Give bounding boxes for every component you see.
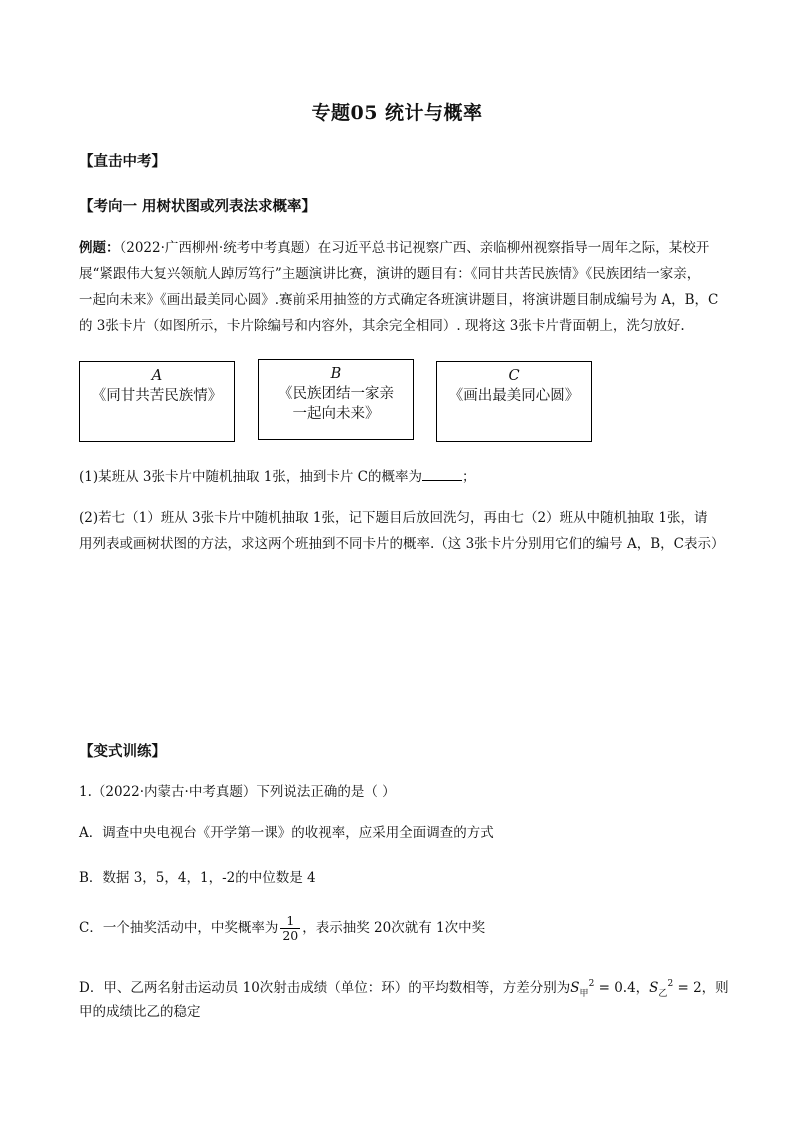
card-c-title: 《画出最美同心圆》 — [448, 388, 580, 404]
example-line-4: 的 3张卡片（如图所示，卡片除编号和内容外，其余完全相同）. 现将这 3张卡片背面朝上，洗匀放好. — [79, 318, 685, 334]
card-c-letter: C — [508, 368, 520, 384]
section-heading-exam: 【直击中考】 — [79, 153, 166, 170]
option-c-text: C．一个抽奖活动中，中奖概率为 — [79, 920, 279, 936]
example-line-2: 展“紧跟伟大复兴领航人踔厉笃行”主题演讲比赛，演讲的题目有：《同甘共苦民族情》《民族团结一家亲， — [79, 266, 701, 282]
variance-value-jia: = 0.4， — [594, 980, 650, 996]
question-1-end: ； — [462, 469, 476, 485]
question-2-line-1: (2)若七（1）班从 3张卡片中随机抽取 1张，记下题目后放回洗匀，再由七（2）班从中随机抽取 1张，请 — [79, 510, 708, 526]
example-line-1 — [79, 236, 709, 261]
variance-sup-jia: 2 — [588, 979, 595, 989]
question-1 — [79, 465, 476, 490]
question-1-text: (1)某班从 3张卡片中随机抽取 1张，抽到卡片 C的概率为 — [79, 469, 423, 485]
card-a — [79, 361, 235, 442]
card-b-title-line2: 一起向未来》 — [292, 406, 380, 422]
example-line-3: 一起向未来》《画出最美同心圆》.赛前采用抽签的方式确定各班演讲题目，将演讲题目制成编号为 A，B，C — [79, 292, 719, 308]
option-a: A．调查中央电视台《开学第一课》的收视率，应采用全面调查的方式 — [79, 825, 494, 841]
variance-symbol-jia: S — [570, 980, 580, 996]
fraction-denominator: 20 — [282, 928, 299, 943]
option-d-line-2: 甲的成绩比乙的稳定 — [79, 1004, 201, 1020]
card-b-letter: B — [330, 366, 342, 382]
fraction-numerator: 1 — [280, 914, 300, 929]
card-a-letter: A — [151, 368, 163, 384]
page-title: 专题05 统计与概率 — [311, 102, 483, 124]
exercise-1-stem: 1.（2022·内蒙古·中考真题）下列说法正确的是（ ） — [79, 784, 396, 800]
option-b: B．数据 3，5，4，1，-2的中位数是 4 — [79, 870, 316, 886]
answer-blank[interactable] — [422, 466, 462, 481]
section-heading-topic: 【考向一 用树状图或列表法求概率】 — [79, 198, 317, 215]
question-2-line-2: 用列表或画树状图的方法，求这两个班抽到不同卡片的概率.（这 3张卡片分别用它们的编号 A，B，C表示） — [79, 536, 725, 552]
option-c — [79, 914, 485, 943]
card-a-title: 《同甘共苦民族情》 — [91, 388, 223, 404]
card-b — [258, 359, 414, 440]
example-label: 例题： — [79, 240, 120, 256]
card-c — [436, 361, 592, 442]
option-d-text: D．甲、乙两名射击运动员 10次射击成绩（单位：环）的平均数相等，方差分别为 — [79, 980, 571, 996]
section-heading-practice: 【变式训练】 — [79, 743, 166, 760]
example-line-1-text: （2022·广西柳州·统考中考真题）在习近平总书记视察广西、亲临柳州视察指导一周年之际，某校开 — [119, 240, 710, 256]
fraction-one-twentieth — [280, 914, 300, 943]
card-b-title-line1: 《民族团结一家亲 — [278, 386, 394, 402]
variance-symbol-yi: S — [649, 980, 659, 996]
variance-sub-jia: 甲 — [579, 989, 589, 999]
variance-sup-yi: 2 — [667, 979, 674, 989]
variance-sub-yi: 乙 — [658, 989, 668, 999]
option-c-text-end: ，表示抽奖 20次就有 1次中奖 — [302, 920, 486, 936]
variance-value-yi: = 2，则 — [673, 980, 729, 996]
